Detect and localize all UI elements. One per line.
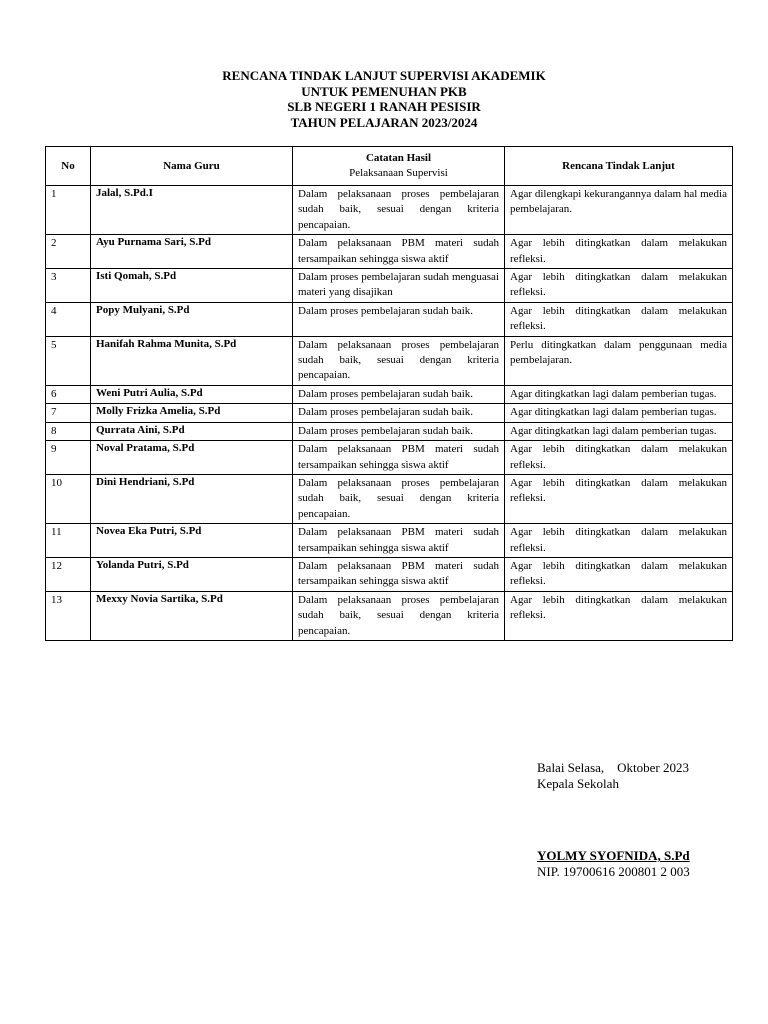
table-row — [46, 385, 733, 403]
teacher-name: Isti Qomah, S.Pd — [91, 269, 293, 303]
header-catatan-line2: Pelaksanaan Supervisi — [349, 167, 448, 179]
signatory-role: Kepala Sekolah — [537, 776, 619, 791]
title-line-4: TAHUN PELAJARAN 2023/2024 — [290, 114, 478, 130]
supervision-note: Dalam proses pembelajaran sudah baik. — [293, 302, 505, 336]
table-row — [46, 591, 733, 640]
table-header-row — [46, 147, 733, 186]
teacher-name: Noval Pratama, S.Pd — [91, 441, 293, 475]
header-nama-guru: Nama Guru — [91, 147, 293, 186]
supervision-note: Dalam pelaksanaan proses pembelajaran sudah baik, sesuai dengan kriteria pencapaian. — [293, 336, 505, 385]
supervision-note: Dalam proses pembelajaran sudah baik. — [293, 404, 505, 422]
title-line-2: UNTUK PEMENUHAN PKB — [301, 83, 467, 99]
follow-up-plan: Perlu ditingkatkan dalam penggunaan media pembelajaran. — [505, 336, 733, 385]
follow-up-plan: Agar lebih ditingkatkan dalam melakukan refleksi. — [505, 302, 733, 336]
follow-up-plan: Agar lebih ditingkatkan dalam melakukan refleksi. — [505, 557, 733, 591]
title-line-1: RENCANA TINDAK LANJUT SUPERVISI AKADEMIK — [222, 68, 546, 83]
follow-up-plan: Agar lebih ditingkatkan dalam melakukan refleksi. — [505, 474, 733, 523]
follow-up-plan: Agar lebih ditingkatkan dalam melakukan refleksi. — [505, 441, 733, 475]
supervision-note: Dalam pelaksanaan proses pembelajaran sudah baik, sesuai dengan kriteria pencapaian. — [293, 186, 505, 235]
signature-block — [537, 760, 690, 880]
supervision-note: Dalam pelaksanaan proses pembelajaran sudah baik, sesuai dengan kriteria pencapaian. — [293, 591, 505, 640]
teacher-name: Hanifah Rahma Munita, S.Pd — [91, 336, 293, 385]
teacher-name: Novea Eka Putri, S.Pd — [91, 524, 293, 558]
supervision-note: Dalam proses pembelajaran sudah baik. — [293, 385, 505, 403]
follow-up-plan: Agar ditingkatkan lagi dalam pemberian tugas. — [505, 404, 733, 422]
supervision-note: Dalam pelaksanaan PBM materi sudah tersampaikan sehingga siswa aktif — [293, 235, 505, 269]
follow-up-plan: Agar lebih ditingkatkan dalam melakukan refleksi. — [505, 269, 733, 303]
supervision-note: Dalam pelaksanaan PBM materi sudah tersampaikan sehingga siswa aktif — [293, 524, 505, 558]
table-row — [46, 524, 733, 558]
teacher-name: Ayu Purnama Sari, S.Pd — [91, 235, 293, 269]
row-number: 12 — [46, 557, 91, 591]
supervision-note: Dalam proses pembelajaran sudah baik. — [293, 422, 505, 440]
table-body — [46, 186, 733, 641]
teacher-name: Weni Putri Aulia, S.Pd — [91, 385, 293, 403]
table-row — [46, 302, 733, 336]
follow-up-plan: Agar lebih ditingkatkan dalam melakukan refleksi. — [505, 591, 733, 640]
row-number: 10 — [46, 474, 91, 523]
row-number: 1 — [46, 186, 91, 235]
place-date: Balai Selasa, Oktober 2023 — [537, 760, 689, 775]
row-number: 6 — [46, 385, 91, 403]
table-row — [46, 404, 733, 422]
header-rencana: Rencana Tindak Lanjut — [505, 147, 733, 186]
table-row — [46, 557, 733, 591]
supervision-note: Dalam pelaksanaan PBM materi sudah tersampaikan sehingga siswa aktif — [293, 441, 505, 475]
header-no: No — [46, 147, 91, 186]
supervision-note: Dalam proses pembelajaran sudah menguasai materi yang disajikan — [293, 269, 505, 303]
signatory-nip: NIP. 19700616 200801 2 003 — [537, 864, 690, 879]
table-row — [46, 269, 733, 303]
follow-up-plan: Agar ditingkatkan lagi dalam pemberian tugas. — [505, 422, 733, 440]
follow-up-plan: Agar ditingkatkan lagi dalam pemberian tugas. — [505, 385, 733, 403]
row-number: 13 — [46, 591, 91, 640]
header-catatan — [293, 147, 505, 186]
follow-up-plan: Agar dilengkapi kekurangannya dalam hal media pembelajaran. — [505, 186, 733, 235]
table-row — [46, 336, 733, 385]
table-row — [46, 441, 733, 475]
row-number: 11 — [46, 524, 91, 558]
teacher-name: Jalal, S.Pd.I — [91, 186, 293, 235]
title-line-3: SLB NEGERI 1 RANAH PESISIR — [287, 99, 481, 114]
follow-up-plan: Agar lebih ditingkatkan dalam melakukan refleksi. — [505, 235, 733, 269]
supervision-table — [45, 146, 733, 641]
supervision-note: Dalam pelaksanaan proses pembelajaran sudah baik, sesuai dengan kriteria pencapaian. — [293, 474, 505, 523]
row-number: 5 — [46, 336, 91, 385]
teacher-name: Mexxy Novia Sartika, S.Pd — [91, 591, 293, 640]
row-number: 3 — [46, 269, 91, 303]
signatory-name: YOLMY SYOFNIDA, S.Pd — [537, 848, 690, 863]
row-number: 9 — [46, 441, 91, 475]
table-row — [46, 422, 733, 440]
table-row — [46, 235, 733, 269]
table-row — [46, 474, 733, 523]
teacher-name: Dini Hendriani, S.Pd — [91, 474, 293, 523]
document-title — [0, 68, 768, 130]
table-row — [46, 186, 733, 235]
row-number: 8 — [46, 422, 91, 440]
teacher-name: Molly Frizka Amelia, S.Pd — [91, 404, 293, 422]
teacher-name: Popy Mulyani, S.Pd — [91, 302, 293, 336]
row-number: 7 — [46, 404, 91, 422]
row-number: 2 — [46, 235, 91, 269]
supervision-note: Dalam pelaksanaan PBM materi sudah tersampaikan sehingga siswa aktif — [293, 557, 505, 591]
row-number: 4 — [46, 302, 91, 336]
teacher-name: Qurrata Aini, S.Pd — [91, 422, 293, 440]
teacher-name: Yolanda Putri, S.Pd — [91, 557, 293, 591]
header-catatan-line1: Catatan Hasil — [365, 152, 432, 164]
follow-up-plan: Agar lebih ditingkatkan dalam melakukan refleksi. — [505, 524, 733, 558]
